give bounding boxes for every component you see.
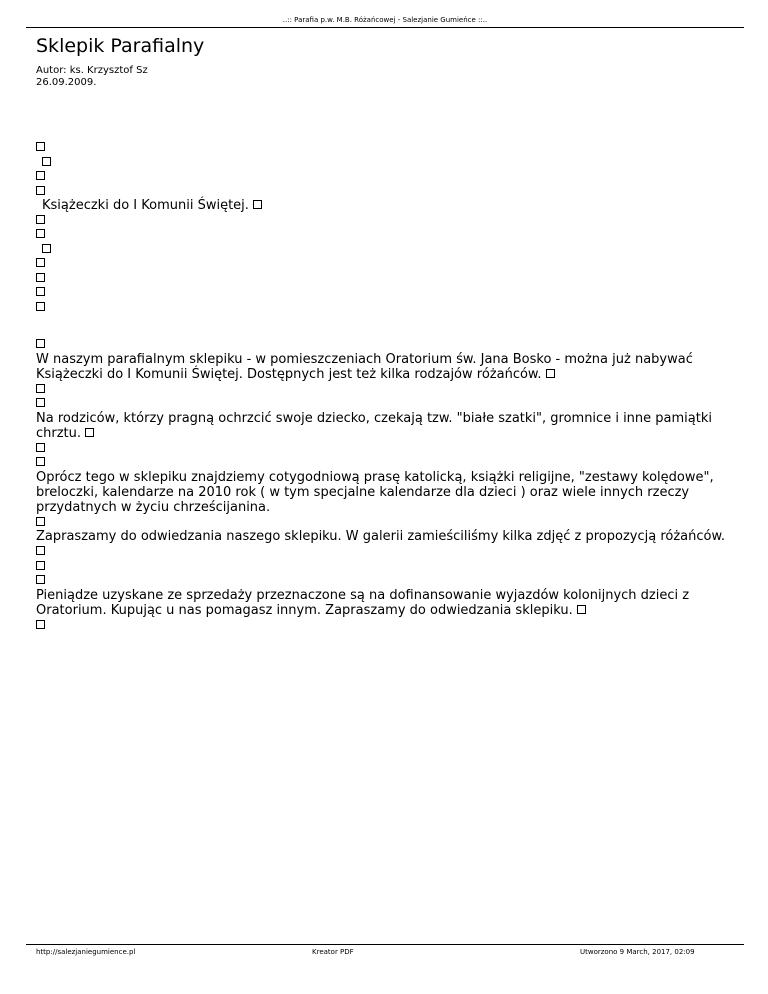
- missing-image-icon: [42, 244, 51, 253]
- footer-url[interactable]: http://salezjaniegumience.pl: [36, 948, 136, 956]
- paragraph-4: Zapraszamy do odwiedzania naszego sklepiku. W galerii zamieściliśmy kilka zdjęć z propozycją różańców.: [36, 529, 726, 544]
- paragraph-2: [36, 411, 728, 441]
- missing-image-icon: [36, 171, 45, 180]
- list-item-book: [36, 198, 736, 213]
- missing-image-icon: [42, 157, 51, 166]
- paragraph-5-text: Pieniądze uzyskane ze sprzedaży przeznaczone są na dofinansowanie wyjazdów kolonijnych dzieci z Oratorium. Kupując u nas pomagasz innym. Zapraszamy do odwiedzania sklepiku.: [36, 587, 690, 618]
- paragraph-1: [36, 352, 728, 382]
- missing-image-icon: [36, 620, 45, 629]
- list-item-book-label: Książeczki do I Komunii Świętej.: [42, 198, 249, 213]
- missing-image-icon: [36, 443, 45, 452]
- article-date: 26.09.2009.: [36, 77, 97, 88]
- missing-image-icon: [546, 369, 555, 378]
- missing-image-icon: [85, 428, 94, 437]
- missing-image-icon: [36, 546, 45, 555]
- header-rule: [26, 27, 744, 28]
- missing-image-icon: [36, 287, 45, 296]
- footer-rule: [26, 944, 744, 945]
- missing-image-icon: [36, 457, 45, 466]
- missing-image-icon: [36, 561, 45, 570]
- site-header-title: ..:: Parafia p.w. M.B. Różańcowej - Salezjanie Gumieńce ::..: [282, 16, 488, 24]
- footer-generator: Kreator PDF: [312, 948, 354, 956]
- missing-image-icon: [36, 398, 45, 407]
- author-line: Autor: ks. Krzysztof Sz: [36, 65, 148, 76]
- missing-image-icon: [36, 302, 45, 311]
- missing-image-icon: [36, 517, 45, 526]
- missing-image-icon: [577, 605, 586, 614]
- missing-image-icon: [36, 215, 45, 224]
- missing-image-icon: [36, 142, 45, 151]
- missing-image-icon: [36, 229, 45, 238]
- article-body: [36, 337, 736, 632]
- missing-image-icon: [36, 258, 45, 267]
- missing-image-icon: [36, 384, 45, 393]
- missing-image-icon: [36, 186, 45, 195]
- paragraph-2-text: Na rodziców, którzy pragną ochrzcić swoje dziecko, czekają tzw. "białe szatki", gromnice i inne pamiątki chrztu.: [36, 410, 712, 441]
- article-meta: [36, 65, 148, 89]
- missing-image-icon: [36, 273, 45, 282]
- missing-image-icon: [253, 200, 262, 209]
- page-title: Sklepik Parafialny: [36, 35, 205, 57]
- missing-image-icon: [36, 339, 45, 348]
- footer-created: Utworzono 9 March, 2017, 02:09: [580, 948, 695, 956]
- paragraph-3: Oprócz tego w sklepiku znajdziemy cotygodniową prasę katolicką, książki religijne, "zestawy kolędowe", breloczki, kalendarze na 2010 rok ( w tym specjalne kalendarze dla dzieci ) oraz wiele innych rzeczy przydatnych w życiu chrześcijanina.: [36, 469, 714, 515]
- image-placeholder-list: [36, 140, 736, 314]
- paragraph-5: [36, 588, 728, 618]
- missing-image-icon: [36, 575, 45, 584]
- paragraph-1-text: W naszym parafialnym sklepiku - w pomieszczeniach Oratorium św. Jana Bosko - można już nabywać Książeczki do I Komunii Świętej. Dostępnych jest też kilka rodzajów różańców.: [36, 351, 693, 382]
